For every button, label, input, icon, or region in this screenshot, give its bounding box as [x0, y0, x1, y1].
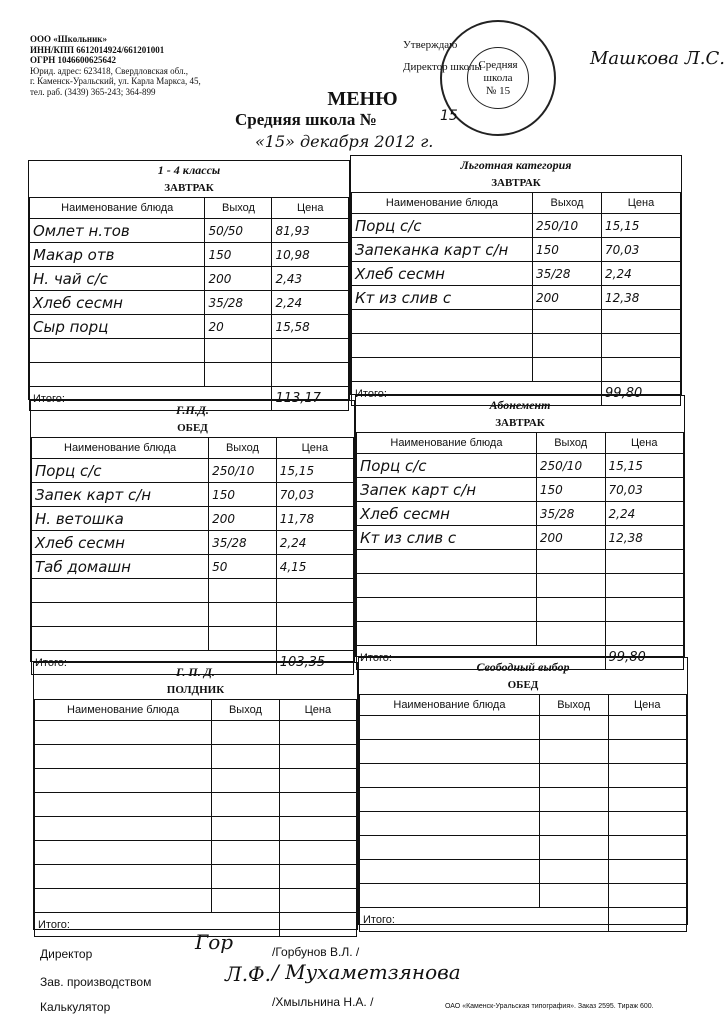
dish-name: Хлеб сесмн — [32, 531, 209, 555]
deputy-handwriting: Л.Ф. — [225, 962, 272, 986]
panel-category: Г. П. Д. — [176, 665, 215, 679]
approval-label: Утверждаю — [403, 39, 458, 51]
table-row — [352, 286, 681, 310]
dish-name — [360, 812, 540, 836]
dish-name — [30, 363, 205, 387]
col-header-name: Наименование блюда — [357, 433, 537, 454]
calculator-name: /Хмыльнина Н.А. / — [272, 995, 374, 1009]
col-header-price: Цена — [279, 700, 356, 721]
deputy-role: Зав. производством — [40, 975, 152, 989]
dish-price: 12,38 — [605, 526, 683, 550]
table-row — [30, 363, 349, 387]
panel-meal: ЗАВТРАК — [491, 177, 541, 189]
dish-yield: 150 — [532, 238, 601, 262]
table-row — [352, 334, 681, 358]
table-row — [30, 219, 349, 243]
dish-price — [279, 889, 356, 913]
dish-name: Кт из слив с — [352, 286, 533, 310]
total-value — [279, 913, 356, 937]
col-header-yield: Выход — [212, 700, 280, 721]
dish-name — [360, 764, 540, 788]
menu-table — [351, 192, 681, 406]
dish-name: Н. чай с/с — [30, 267, 205, 291]
dish-yield — [212, 721, 280, 745]
dish-yield — [209, 579, 277, 603]
col-header-name: Наименование блюда — [352, 193, 533, 214]
col-header-yield: Выход — [536, 433, 605, 454]
dish-name — [357, 550, 537, 574]
panel-category: 1 - 4 классы — [157, 163, 221, 177]
panel-subscription — [355, 395, 685, 665]
dish-price — [279, 745, 356, 769]
dish-name — [32, 627, 209, 651]
table-row — [360, 764, 687, 788]
dish-name: Таб домашн — [32, 555, 209, 579]
panel-meal: ОБЕД — [177, 422, 208, 434]
company-inn: ИНН/КПП 6612014924/661201001 — [30, 44, 165, 55]
menu-table — [356, 432, 684, 670]
table-row — [30, 339, 349, 363]
director-handwriting: Гор — [195, 930, 234, 954]
dish-yield — [536, 574, 605, 598]
dish-yield — [212, 889, 280, 913]
dish-name — [35, 721, 212, 745]
table-row — [35, 817, 357, 841]
dish-name: Хлеб сесмн — [30, 291, 205, 315]
panel-category: Свободный выбор — [476, 660, 570, 674]
dish-price: 70,03 — [605, 478, 683, 502]
dish-yield: 150 — [205, 243, 272, 267]
dish-yield — [209, 603, 277, 627]
table-header — [30, 198, 349, 219]
table-row — [30, 267, 349, 291]
dish-name — [360, 716, 540, 740]
dish-name — [360, 884, 540, 908]
dish-price — [605, 598, 683, 622]
dish-yield: 35/28 — [209, 531, 277, 555]
dish-yield — [205, 363, 272, 387]
panel-meal: ЗАВТРАК — [164, 182, 214, 194]
dish-yield: 35/28 — [536, 502, 605, 526]
table-row — [357, 454, 684, 478]
dish-yield: 150 — [209, 483, 277, 507]
dish-yield: 250/10 — [209, 459, 277, 483]
dish-price: 12,38 — [602, 286, 681, 310]
dish-name — [357, 574, 537, 598]
total-value — [608, 908, 686, 932]
dish-price: 2,24 — [276, 531, 353, 555]
school-number: 15 — [440, 108, 458, 124]
table-row — [30, 291, 349, 315]
table-row — [32, 531, 354, 555]
dish-yield — [212, 841, 280, 865]
col-header-price: Цена — [605, 433, 683, 454]
dish-price — [608, 836, 686, 860]
table-row — [35, 721, 357, 745]
table-header — [357, 433, 684, 454]
total-row — [360, 908, 687, 932]
table-row — [352, 310, 681, 334]
approval-signature: Машкова Л.С. — [590, 48, 725, 69]
dish-yield — [539, 860, 608, 884]
dish-name — [35, 745, 212, 769]
menu-date: «15» декабря 2012 г. — [255, 132, 434, 151]
dish-yield — [539, 716, 608, 740]
col-header-yield: Выход — [209, 438, 277, 459]
table-row — [32, 603, 354, 627]
table-row — [360, 836, 687, 860]
dish-yield — [212, 865, 280, 889]
total-value: 113,17 — [272, 387, 349, 411]
dish-price — [279, 769, 356, 793]
dish-name: Сыр порц — [30, 315, 205, 339]
dish-yield — [536, 550, 605, 574]
total-label: Итого: — [35, 913, 280, 937]
panel-extended-day-lunch — [30, 400, 355, 670]
dish-yield — [539, 836, 608, 860]
dish-price — [272, 339, 349, 363]
table-row — [357, 574, 684, 598]
dish-yield — [536, 598, 605, 622]
table-row — [32, 459, 354, 483]
dish-yield: 50/50 — [205, 219, 272, 243]
dish-price — [608, 764, 686, 788]
table-row — [32, 507, 354, 531]
dish-price — [605, 622, 683, 646]
table-row — [35, 769, 357, 793]
dish-name — [360, 836, 540, 860]
table-header — [352, 193, 681, 214]
total-label: Итого: — [360, 908, 609, 932]
panel-grades-1-4 — [28, 160, 350, 406]
deputy-name: / Мухаметзянова — [272, 960, 461, 984]
dish-price — [605, 574, 683, 598]
menu-title: МЕНЮ — [327, 88, 398, 110]
table-header — [35, 700, 357, 721]
dish-name: Запек карт с/н — [357, 478, 537, 502]
stamp-line-2: школа — [483, 71, 513, 84]
stamp-line-1: Средняя — [478, 58, 518, 71]
table-row — [352, 238, 681, 262]
dish-price: 2,24 — [605, 502, 683, 526]
total-value: 99,80 — [602, 382, 681, 406]
company-name: ООО «Школьник» — [30, 34, 107, 44]
dish-name: Порц с/с — [357, 454, 537, 478]
dish-name — [35, 793, 212, 817]
panel-benefit-category — [350, 155, 682, 401]
dish-name — [360, 860, 540, 884]
table-row — [35, 841, 357, 865]
table-row — [35, 889, 357, 913]
dish-yield: 35/28 — [532, 262, 601, 286]
panel-meal: ПОЛДНИК — [166, 684, 225, 696]
table-row — [360, 860, 687, 884]
table-row — [35, 793, 357, 817]
dish-name: Порц с/с — [32, 459, 209, 483]
dish-name — [360, 740, 540, 764]
total-label: Итого: — [30, 387, 272, 411]
col-header-name: Наименование блюда — [30, 198, 205, 219]
table-header — [32, 438, 354, 459]
dish-yield: 20 — [205, 315, 272, 339]
table-row — [360, 788, 687, 812]
table-row — [357, 550, 684, 574]
table-row — [357, 502, 684, 526]
calculator-role: Калькулятор — [40, 1000, 111, 1014]
dish-name — [357, 622, 537, 646]
dish-price — [279, 793, 356, 817]
dish-name — [360, 788, 540, 812]
total-label: Итого: — [357, 646, 606, 670]
dish-price — [608, 860, 686, 884]
panel-category: Г.П.Д. — [176, 403, 209, 417]
dish-price — [608, 716, 686, 740]
dish-yield — [539, 812, 608, 836]
company-address-1: Юрид. адрес: 623418, Свердловская обл., — [30, 65, 188, 76]
dish-yield — [205, 339, 272, 363]
approval-director-label: Директор школы — [403, 61, 482, 73]
total-label: Итого: — [352, 382, 602, 406]
table-row — [30, 315, 349, 339]
dish-price: 70,03 — [602, 238, 681, 262]
dish-name — [352, 334, 533, 358]
col-header-price: Цена — [602, 193, 681, 214]
table-row — [32, 555, 354, 579]
dish-price: 2,43 — [272, 267, 349, 291]
dish-name: Порц с/с — [352, 214, 533, 238]
table-row — [35, 865, 357, 889]
dish-name: Хлеб сесмн — [352, 262, 533, 286]
company-ogrn: ОГРН 1046600625642 — [30, 55, 116, 65]
dish-price — [279, 865, 356, 889]
company-phone: тел. раб. (3439) 365-243; 364-899 — [30, 86, 156, 97]
dish-yield: 200 — [532, 286, 601, 310]
col-header-name: Наименование блюда — [32, 438, 209, 459]
table-row — [32, 627, 354, 651]
dish-name: Н. ветошка — [32, 507, 209, 531]
dish-price — [279, 841, 356, 865]
col-header-name: Наименование блюда — [35, 700, 212, 721]
dish-yield — [539, 884, 608, 908]
menu-table — [359, 694, 687, 932]
table-row — [30, 243, 349, 267]
dish-price: 15,15 — [602, 214, 681, 238]
table-row — [357, 478, 684, 502]
col-header-price: Цена — [272, 198, 349, 219]
dish-yield — [532, 358, 601, 382]
dish-name: Макар отв — [30, 243, 205, 267]
dish-name — [30, 339, 205, 363]
dish-name — [35, 865, 212, 889]
table-row — [32, 579, 354, 603]
panel-category: Абонемент — [489, 398, 551, 412]
dish-price — [602, 334, 681, 358]
col-header-yield: Выход — [205, 198, 272, 219]
col-header-price: Цена — [276, 438, 353, 459]
dish-price: 11,78 — [276, 507, 353, 531]
dish-name — [35, 841, 212, 865]
dish-name: Запек карт с/н — [32, 483, 209, 507]
table-row — [360, 884, 687, 908]
table-header — [360, 695, 687, 716]
dish-price — [602, 310, 681, 334]
dish-price: 2,24 — [272, 291, 349, 315]
total-value: 99,80 — [605, 646, 683, 670]
dish-name — [352, 358, 533, 382]
dish-price: 70,03 — [276, 483, 353, 507]
table-row — [357, 526, 684, 550]
dish-price — [602, 358, 681, 382]
dish-price — [276, 603, 353, 627]
table-row — [360, 740, 687, 764]
dish-yield: 150 — [536, 478, 605, 502]
dish-price: 10,98 — [272, 243, 349, 267]
dish-name: Кт из слив с — [357, 526, 537, 550]
dish-yield — [532, 334, 601, 358]
dish-price: 81,93 — [272, 219, 349, 243]
table-row — [352, 262, 681, 286]
panel-extended-day-snack — [33, 662, 358, 930]
dish-name: Хлеб сесмн — [357, 502, 537, 526]
dish-yield — [212, 793, 280, 817]
dish-yield — [209, 627, 277, 651]
panel-meal: ОБЕД — [507, 679, 539, 691]
printer-imprint: ОАО «Каменск-Уральская типография». Заказ 2595. Тираж 600. — [445, 1003, 654, 1010]
col-header-price: Цена — [608, 695, 686, 716]
dish-yield — [539, 788, 608, 812]
table-row — [357, 622, 684, 646]
table-row — [360, 812, 687, 836]
menu-table — [31, 437, 354, 675]
dish-yield: 200 — [205, 267, 272, 291]
dish-yield — [536, 622, 605, 646]
dish-yield — [532, 310, 601, 334]
director-role: Директор — [40, 947, 93, 961]
dish-name — [352, 310, 533, 334]
col-header-yield: Выход — [539, 695, 608, 716]
dish-price — [276, 579, 353, 603]
table-row — [360, 716, 687, 740]
dish-price: 15,15 — [276, 459, 353, 483]
dish-yield: 200 — [209, 507, 277, 531]
dish-yield: 35/28 — [205, 291, 272, 315]
dish-yield — [212, 769, 280, 793]
dish-yield: 200 — [536, 526, 605, 550]
table-row — [352, 214, 681, 238]
dish-price — [276, 627, 353, 651]
menu-table — [34, 699, 357, 937]
dish-price — [279, 721, 356, 745]
table-row — [32, 483, 354, 507]
dish-price — [608, 812, 686, 836]
col-header-yield: Выход — [532, 193, 601, 214]
director-name: /Горбунов В.Л. / — [272, 945, 360, 959]
dish-yield: 250/10 — [536, 454, 605, 478]
dish-yield — [539, 740, 608, 764]
dish-yield: 250/10 — [532, 214, 601, 238]
dish-name: Запеканка карт с/н — [352, 238, 533, 262]
company-address-2: г. Каменск-Уральский, ул. Карла Маркса, 45, — [30, 76, 201, 86]
dish-yield — [212, 817, 280, 841]
dish-name — [357, 598, 537, 622]
dish-yield — [539, 764, 608, 788]
menu-table — [29, 197, 349, 411]
dish-price — [279, 817, 356, 841]
dish-price — [608, 884, 686, 908]
dish-name — [32, 579, 209, 603]
dish-yield — [212, 745, 280, 769]
dish-price: 4,15 — [276, 555, 353, 579]
total-value: 103,35 — [276, 651, 353, 675]
dish-price: 2,24 — [602, 262, 681, 286]
dish-price — [608, 740, 686, 764]
stamp-line-3: № 15 — [485, 84, 511, 97]
table-row — [35, 745, 357, 769]
dish-yield: 50 — [209, 555, 277, 579]
dish-name — [35, 769, 212, 793]
dish-price: 15,15 — [605, 454, 683, 478]
total-label: Итого: — [32, 651, 277, 675]
table-row — [352, 358, 681, 382]
dish-price — [605, 550, 683, 574]
panel-free-choice — [358, 657, 688, 925]
dish-name: Омлет н.тов — [30, 219, 205, 243]
panel-meal: ЗАВТРАК — [495, 417, 545, 429]
dish-name — [32, 603, 209, 627]
dish-price — [608, 788, 686, 812]
col-header-name: Наименование блюда — [360, 695, 540, 716]
dish-price — [272, 363, 349, 387]
school-title: Средняя школа № — [235, 110, 377, 129]
panel-category: Льготная категория — [460, 158, 572, 172]
table-row — [357, 598, 684, 622]
dish-name — [35, 817, 212, 841]
dish-price: 15,58 — [272, 315, 349, 339]
dish-name — [35, 889, 212, 913]
